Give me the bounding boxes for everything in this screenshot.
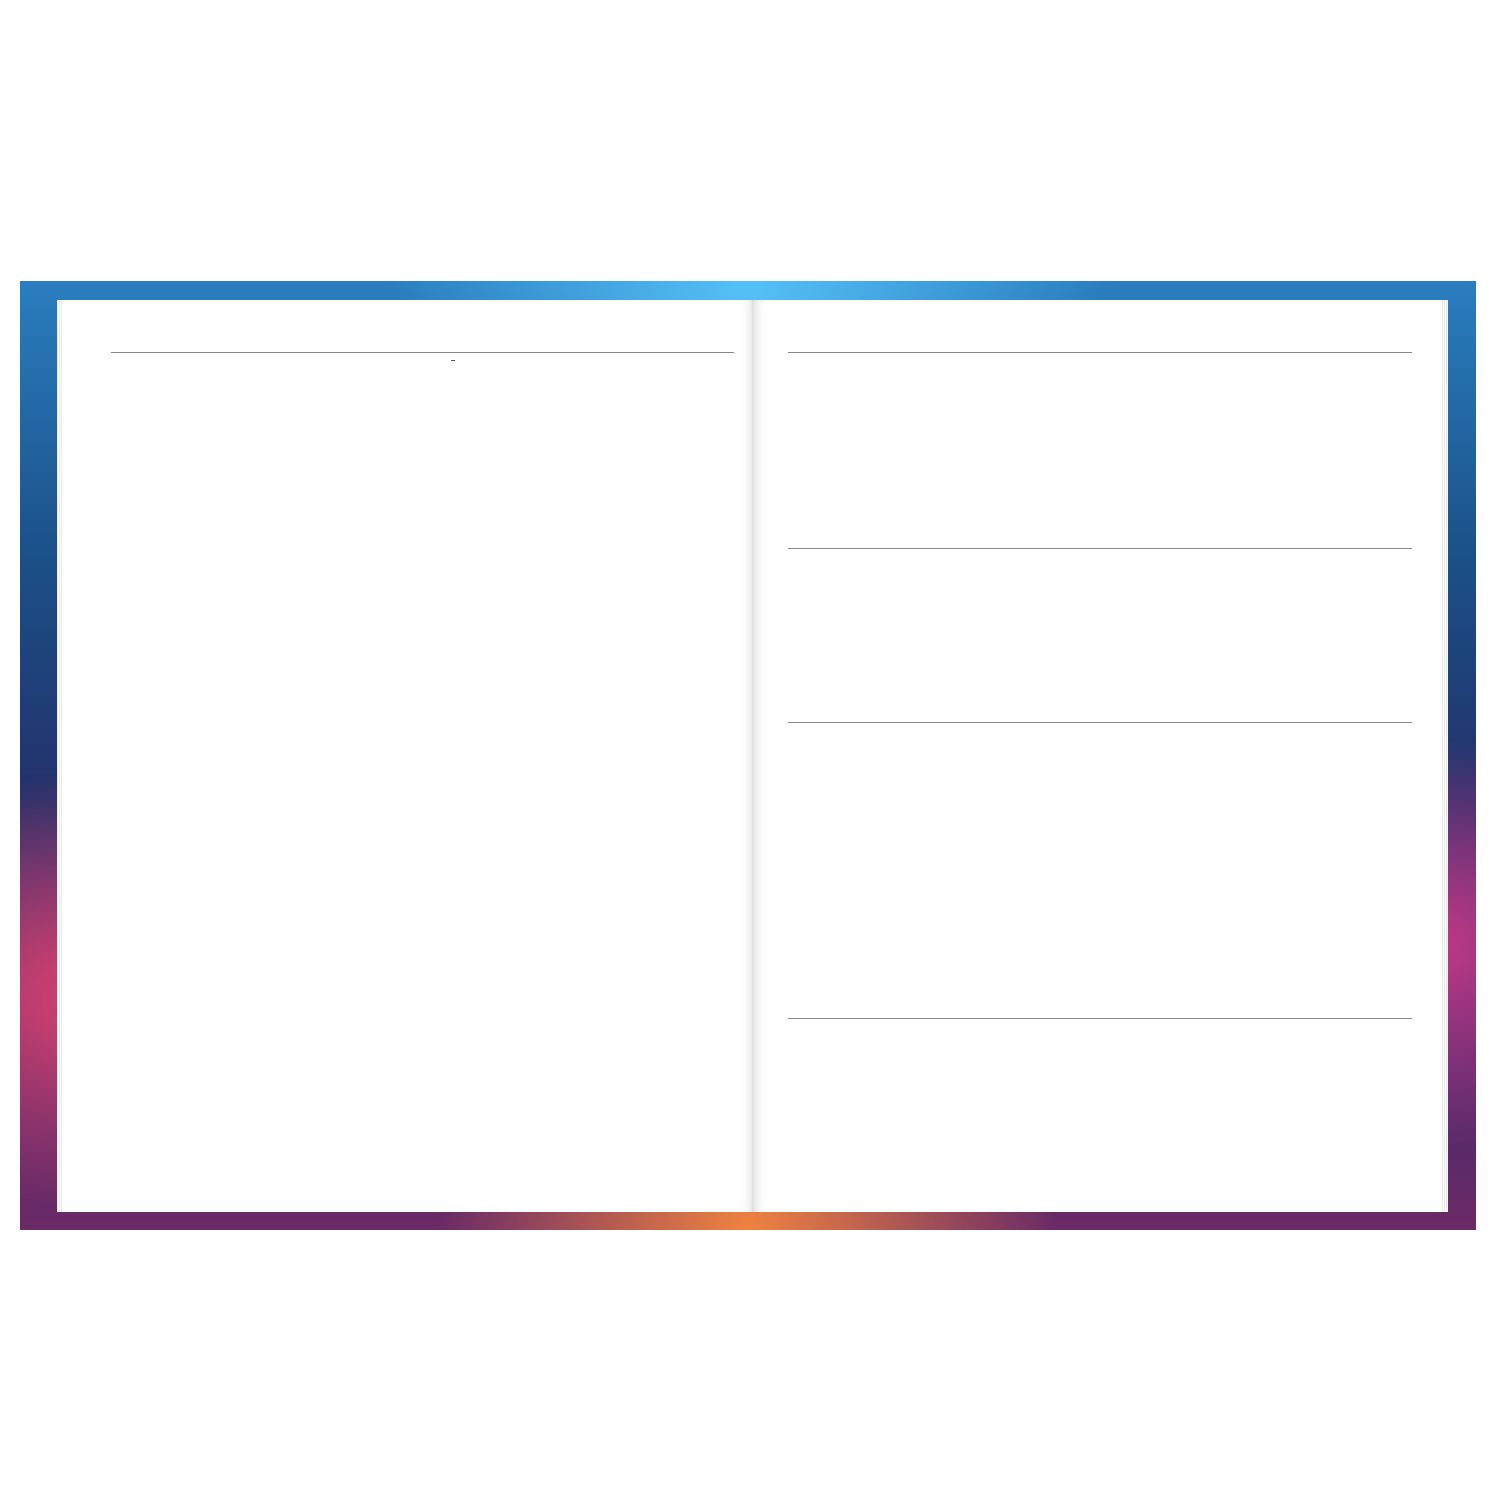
right-page xyxy=(752,300,1442,1212)
divider xyxy=(788,722,1412,723)
radial-formula xyxy=(448,360,458,361)
pi-over-180 xyxy=(451,360,455,361)
divider xyxy=(788,548,1412,549)
divider xyxy=(788,1018,1412,1019)
left-page xyxy=(63,300,755,1212)
header-rule xyxy=(788,352,1412,353)
header-rule xyxy=(111,352,734,353)
right-page-edge xyxy=(1442,300,1448,1212)
